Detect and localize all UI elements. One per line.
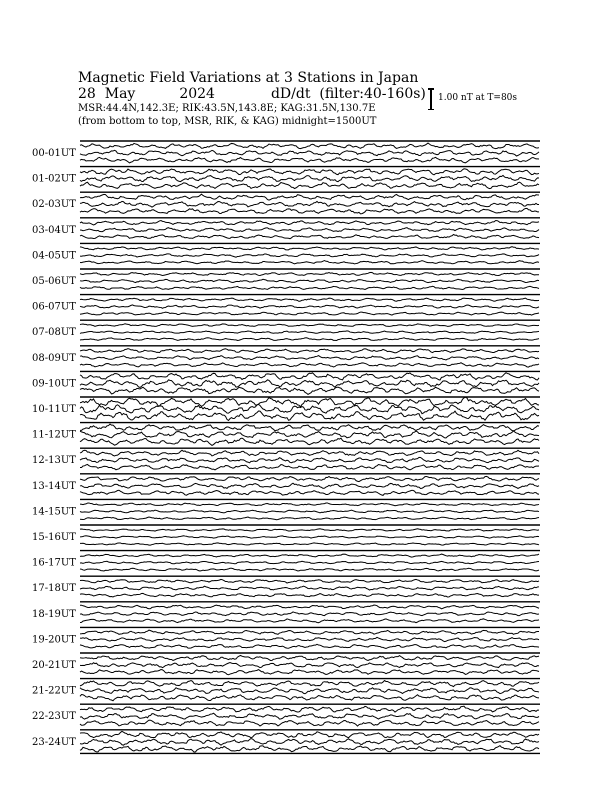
trace-kag	[80, 681, 539, 687]
trace-kag	[80, 247, 539, 250]
row-label: 04-05UT	[32, 250, 76, 262]
trace-msr	[80, 593, 539, 597]
row-label: 14-15UT	[32, 506, 76, 518]
trace-rik	[80, 739, 539, 746]
trace-kag	[80, 630, 539, 634]
trace-kag	[80, 143, 539, 149]
trace-kag	[80, 349, 539, 353]
trace-kag	[80, 272, 539, 275]
row-label: 20-21UT	[32, 660, 76, 671]
row-label: 23-24UT	[32, 736, 76, 748]
date-month: May	[104, 86, 136, 102]
trace-rik	[80, 663, 539, 668]
trace-kag	[80, 731, 539, 737]
trace-kag	[80, 298, 539, 301]
trace-msr	[80, 619, 539, 623]
trace-kag	[80, 706, 539, 712]
row-label: 00-01UT	[32, 148, 76, 159]
trace-rik	[80, 713, 539, 719]
trace-msr	[80, 338, 539, 341]
trace-msr	[80, 669, 539, 674]
row-label: 21-22UT	[32, 685, 76, 697]
row-label: 15-16UT	[32, 532, 76, 543]
row-label: 10-11UT	[32, 404, 76, 415]
date-day: 28	[78, 86, 96, 102]
station-order-note: (from bottom to top, MSR, RIK, & KAG) midnight=1500UT	[78, 116, 377, 127]
trace-rik	[80, 201, 539, 207]
row-label: 17-18UT	[32, 583, 76, 595]
row-label: 05-06UT	[32, 276, 76, 287]
row-label: 07-08UT	[32, 327, 76, 339]
trace-msr	[80, 387, 539, 394]
row-label: 11-12UT	[32, 429, 76, 441]
chart-title: Magnetic Field Variations at 3 Stations in Japan	[78, 70, 419, 86]
row-label: 12-13UT	[32, 455, 76, 467]
trace-rik	[80, 536, 539, 538]
trace-rik	[80, 380, 539, 388]
trace-kag	[80, 373, 539, 380]
trace-msr	[80, 568, 539, 571]
trace-msr	[80, 746, 539, 753]
trace-msr	[80, 208, 539, 213]
trace-msr	[80, 157, 539, 163]
trace-msr	[80, 490, 539, 495]
trace-msr	[80, 261, 539, 264]
trace-kag	[80, 605, 539, 609]
trace-rik	[80, 457, 539, 462]
trace-rik	[80, 586, 539, 590]
trace-rik	[80, 356, 539, 360]
trace-rik	[80, 279, 539, 282]
trace-kag	[80, 324, 539, 327]
trace-kag	[80, 655, 539, 660]
trace-kag	[80, 503, 539, 506]
trace-rik	[80, 305, 539, 308]
trace-msr	[80, 464, 539, 469]
trace-kag	[80, 424, 539, 431]
row-label: 16-17UT	[32, 557, 76, 569]
trace-msr	[80, 695, 539, 701]
trace-rik	[80, 175, 539, 181]
trace-msr	[80, 644, 539, 648]
row-label: 22-23UT	[32, 711, 76, 723]
trace-kag	[80, 554, 539, 557]
trace-msr	[80, 438, 539, 445]
station-coordinates: MSR:44.4N,142.3E; RIK:43.5N,143.8E; KAG:31.5N,130.7E	[78, 103, 376, 114]
row-label: 01-02UT	[32, 173, 76, 185]
trace-rik	[80, 510, 539, 513]
filter-label: (filter:40-160s)	[319, 86, 426, 102]
trace-rik	[80, 483, 539, 488]
trace-rik	[80, 561, 539, 564]
trace-rik	[80, 404, 539, 413]
trace-msr	[80, 286, 539, 289]
row-label: 09-10UT	[32, 378, 76, 390]
trace-msr	[80, 312, 539, 315]
trace-kag	[80, 579, 539, 583]
trace-rik	[80, 612, 539, 616]
trace-kag	[80, 397, 539, 407]
trace-rik	[80, 637, 539, 641]
trace-kag	[80, 450, 539, 456]
row-label: 08-09UT	[32, 352, 76, 364]
trace-kag	[80, 476, 539, 481]
trace-rik	[80, 150, 539, 156]
row-label: 19-20UT	[32, 634, 76, 646]
scale-label: 1.00 nT at T=80s	[438, 93, 518, 103]
quantity-label: dD/dt	[270, 86, 311, 102]
trace-msr	[80, 411, 539, 420]
trace-rik	[80, 254, 539, 257]
trace-kag	[80, 221, 539, 225]
row-label: 06-07UT	[32, 301, 76, 313]
trace-msr	[80, 235, 539, 239]
trace-kag	[80, 529, 539, 531]
trace-msr	[80, 182, 539, 188]
trace-msr	[80, 720, 539, 726]
trace-msr	[80, 363, 539, 367]
date-year: 2024	[179, 86, 215, 102]
trace-msr	[80, 543, 539, 545]
trace-rik	[80, 688, 539, 694]
row-label: 03-04UT	[32, 224, 76, 236]
trace-kag	[80, 194, 539, 200]
trace-rik	[80, 331, 539, 334]
row-label: 13-14UT	[32, 480, 76, 492]
row-label: 18-19UT	[32, 608, 76, 620]
trace-rik	[80, 431, 539, 438]
trace-rik	[80, 228, 539, 232]
trace-kag	[80, 169, 539, 175]
row-label: 02-03UT	[32, 199, 76, 211]
trace-msr	[80, 517, 539, 520]
